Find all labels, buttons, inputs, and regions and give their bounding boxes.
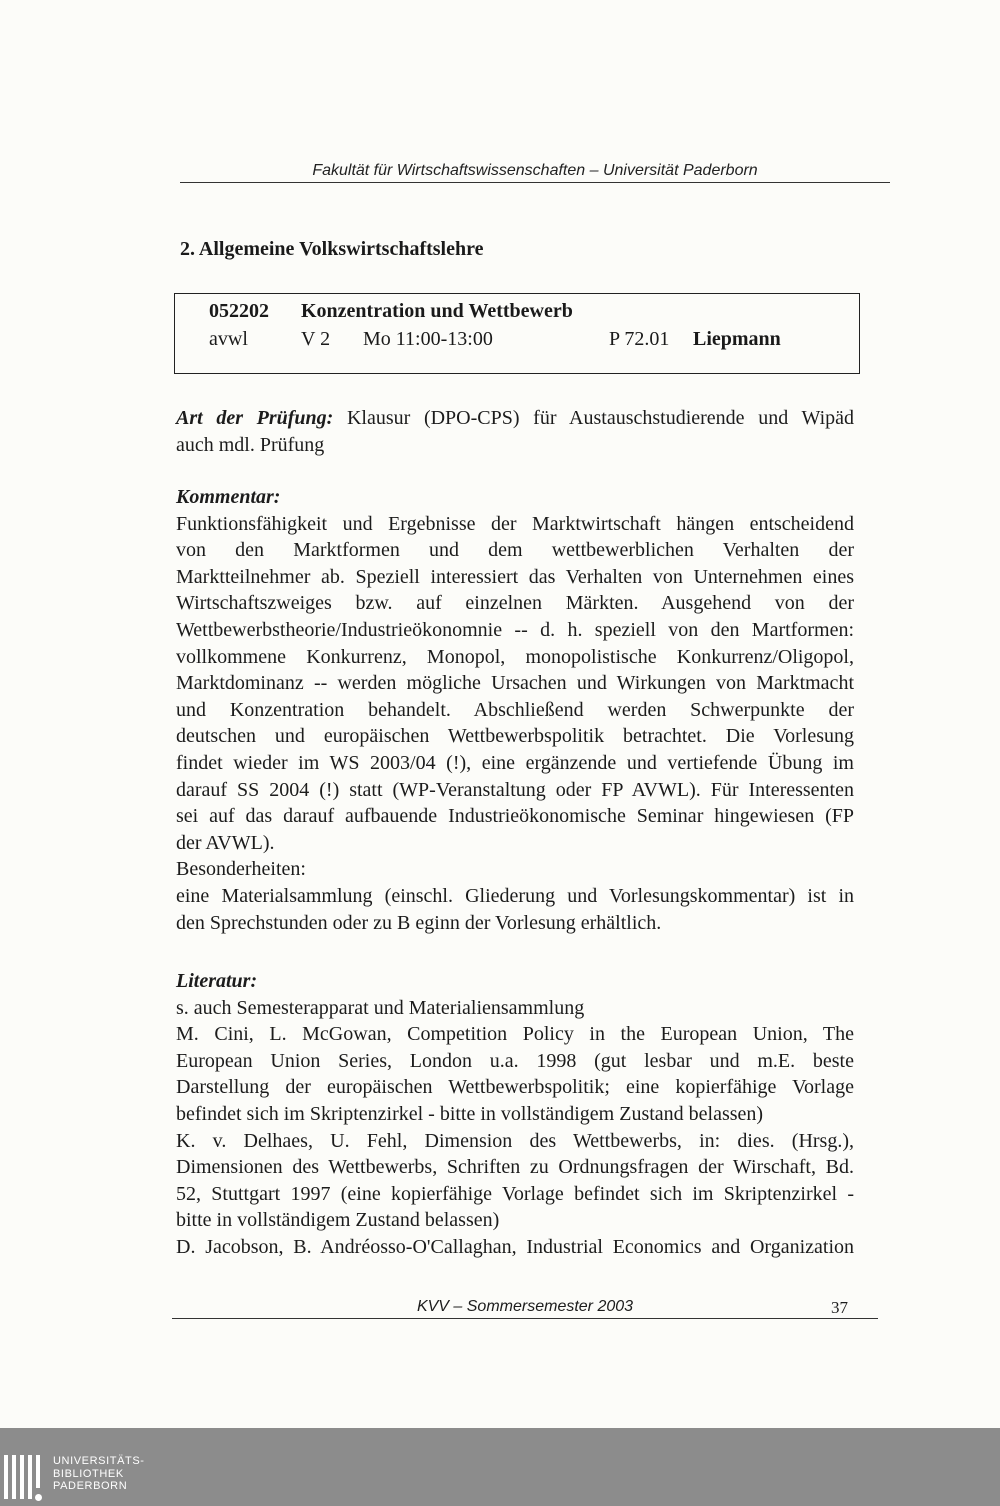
- exam-text-line-1: Klausur (DPO-CPS) für Austauschstudierende und Wipäd: [346, 407, 854, 429]
- exam-text-line-2: auch mdl. Prüfung: [176, 433, 325, 456]
- literature-line: D. Jacobson, B. Andréosso-O'Callaghan, Industrial Economics and Organization: [176, 1235, 854, 1258]
- comment-line: Wettbewerbstheorie/Industrieökonomnie -- d. h. speziell von den Martformen:: [176, 618, 854, 641]
- comment-line: sei auf das darauf aufbauende Industrieökonomische Seminar hingewiesen (FP: [176, 805, 854, 828]
- course-time: Mo 11:00-13:00: [363, 328, 493, 350]
- course-number: 052202: [209, 300, 269, 322]
- library-banner: [0, 1428, 1000, 1506]
- literature-line: s. auch Semesterapparat und Materialiensammlung: [176, 996, 585, 1019]
- section-title: 2. Allgemeine Volkswirtschaftslehre: [180, 238, 484, 260]
- course-type: V 2: [301, 328, 331, 350]
- literature-label: Literatur:: [176, 970, 258, 992]
- exam-label: Art der Prüfung:: [176, 407, 334, 429]
- library-logo-dot: [35, 1494, 42, 1501]
- library-logo-line-1: UNIVERSITÄTS-: [53, 1455, 145, 1467]
- comment-line: Marktdominanz -- werden mögliche Ursachen und Wirkungen von Marktmacht: [176, 672, 854, 695]
- footer-rule: [172, 1318, 878, 1319]
- literature-line: European Union Series, London u.a. 1998 (gut lesbar und m.E. beste: [176, 1049, 854, 1072]
- comment-line: deutschen und europäischen Wettbewerbspolitik betrachtet. Die Vorlesung: [176, 725, 854, 748]
- comment-line: vollkommene Konkurrenz, Monopol, monopolistische Konkurrenz/Oligopol,: [176, 645, 854, 668]
- literature-block: [176, 968, 854, 1261]
- course-title: Konzentration und Wettbewerb: [301, 300, 573, 322]
- comment-line: Wirtschaftszweiges bzw. auf einzelnen Märkten. Ausgehend von der: [176, 592, 854, 615]
- literature-line: M. Cini, L. McGowan, Competition Policy in the European Union, The: [176, 1023, 854, 1046]
- course-lecturer: Liepmann: [693, 328, 781, 350]
- library-logo-line-2: BIBLIOTHEK: [53, 1467, 124, 1480]
- library-logo-line-3: PADERBORN: [53, 1480, 128, 1492]
- comment-line: findet wieder im WS 2003/04 (!), eine ergänzende und vertiefende Übung im: [176, 751, 854, 774]
- comment-line: Marktteilnehmer ab. Speziell interessiert das Verhalten von Unternehmen eines: [176, 565, 854, 588]
- literature-line: 52, Stuttgart 1997 (eine kopierfähige Vorlage befindet sich im Skriptenzirkel -: [176, 1182, 854, 1205]
- comment-line: von den Marktformen und dem wettbewerblichen Verhalten der: [176, 539, 854, 562]
- literature-line: K. v. Delhaes, U. Fehl, Dimension des Wettbewerbs, in: dies. (Hrsg.),: [176, 1129, 854, 1152]
- comment-line: der AVWL).: [176, 831, 275, 854]
- literature-line: befindet sich im Skriptenzirkel - bitte in vollständigem Zustand belassen): [176, 1102, 764, 1125]
- header-rule: [180, 182, 890, 183]
- comment-block: [176, 484, 854, 936]
- course-room: P 72.01: [609, 328, 670, 350]
- literature-line: Darstellung der europäischen Wettbewerbspolitik; eine kopierfähige Vorlage: [176, 1076, 854, 1099]
- page-number: 37: [831, 1298, 848, 1317]
- footer-title: KVV – Sommersemester 2003: [416, 1298, 634, 1315]
- comment-label: Kommentar:: [176, 486, 281, 508]
- exam-block: [176, 405, 854, 458]
- running-header: Fakultät für Wirtschaftswissenschaften – Universität Paderborn: [312, 162, 758, 179]
- course-area: avwl: [209, 328, 248, 350]
- comment-line: darauf SS 2004 (!) statt (WP-Veranstaltung oder FP AVWL). Für Interessenten: [176, 778, 854, 801]
- special-label: Besonderheiten:: [176, 858, 306, 881]
- comment-line: Funktionsfähigkeit und Ergebnisse der Marktwirtschaft hängen entscheidend: [176, 512, 854, 535]
- course-box: [174, 293, 860, 374]
- comment-line: und Konzentration behandelt. Abschließend werden Schwerpunkte der: [176, 698, 854, 721]
- literature-line: Dimensionen des Wettbewerbs, Schriften zu Ordnungsfragen der Wirschaft, Bd.: [176, 1156, 854, 1179]
- library-logo-text: [53, 1455, 145, 1493]
- special-line: eine Materialsammlung (einschl. Gliederung und Vorlesungskommentar) ist in: [176, 884, 854, 907]
- special-line: den Sprechstunden oder zu B eginn der Vorlesung erhältlich.: [176, 911, 662, 934]
- literature-line: bitte in vollständigem Zustand belassen): [176, 1209, 500, 1232]
